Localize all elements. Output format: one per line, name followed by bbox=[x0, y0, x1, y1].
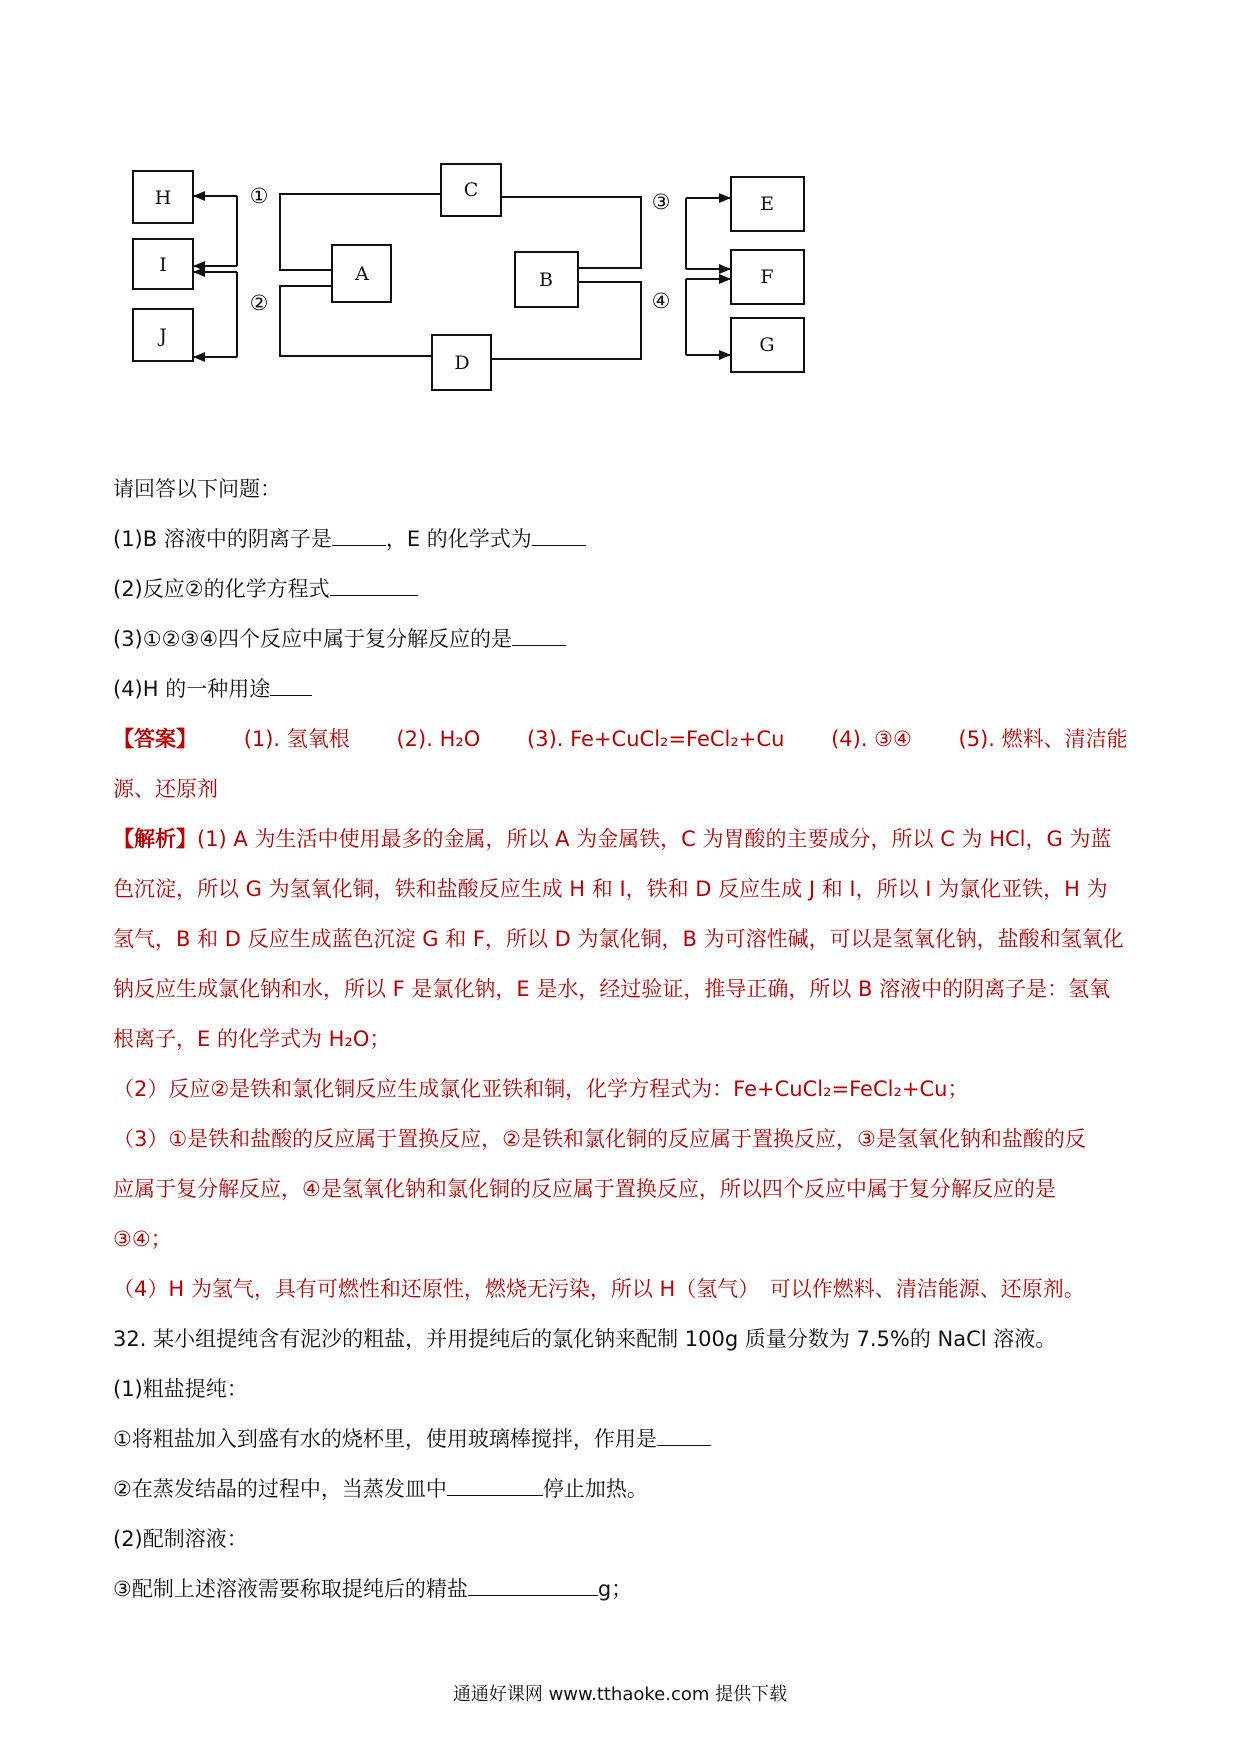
question-1-part-b: ，E 的化学式为 bbox=[385, 527, 532, 551]
label-a: A bbox=[355, 263, 369, 285]
answer-2: (2). H₂O bbox=[396, 727, 481, 751]
label-f: F bbox=[760, 266, 774, 288]
label-j: J bbox=[159, 325, 167, 347]
reaction-number-4: ④ bbox=[651, 289, 671, 313]
reaction1-connector bbox=[280, 194, 441, 270]
question-32-stem: 32. 某小组提纯含有泥沙的粗盐，并用提纯后的氯化钠来配制 100g 质量分数为 7.5%的 NaCl 溶液。 bbox=[113, 1327, 1057, 1351]
question-1-part-a: (1)B 溶液中的阴离子是 bbox=[113, 527, 332, 551]
answer-5-continued: 源、还原剂 bbox=[113, 777, 218, 801]
label-b: B bbox=[539, 269, 553, 291]
answer-1: (1). 氢氧根 bbox=[243, 727, 350, 751]
analysis-line-8: 应属于复分解反应，④是氢氧化钠和氯化铜的反应属于置换反应，所以四个反应中属于复分解反应的是 bbox=[113, 1177, 1056, 1201]
reaction3-connector bbox=[501, 197, 641, 268]
analysis-line-5: 根离子，E 的化学式为 H₂O； bbox=[113, 1027, 391, 1051]
reaction-flow-diagram bbox=[0, 0, 1240, 420]
question-3 bbox=[113, 627, 1143, 651]
blank bbox=[330, 577, 418, 596]
answer-tag: 【答案】 bbox=[113, 727, 197, 751]
page-footer: 通通好课网 www.tthaoke.com 提供下载 bbox=[452, 1684, 788, 1705]
question-32-step-3-text-b: g； bbox=[597, 1577, 633, 1601]
question-32-part-2: (2)配制溶液： bbox=[113, 1527, 248, 1551]
label-c: C bbox=[463, 179, 479, 201]
analysis-line-7: （3）①是铁和盐酸的反应属于置换反应，②是铁和氯化铜的反应属于置换反应，③是氢氧化钠和盐酸的反 bbox=[113, 1127, 1086, 1151]
question-32-step-3 bbox=[113, 1577, 1143, 1601]
question-3-text: (3)①②③④四个反应中属于复分解反应的是 bbox=[113, 627, 513, 651]
blank bbox=[447, 1477, 543, 1496]
answer-3: (3). Fe+CuCl₂=FeCl₂+Cu bbox=[527, 727, 785, 751]
question-32-step-2-text-a: ②在蒸发结晶的过程中，当蒸发皿中 bbox=[113, 1477, 447, 1501]
label-e: E bbox=[760, 193, 774, 215]
question-32-step-3-text-a: ③配制上述溶液需要称取提纯后的精盐 bbox=[113, 1577, 468, 1601]
question-4 bbox=[113, 677, 1143, 701]
analysis-line-2: 色沉淀，所以 G 为氢氧化铜，铁和盐酸反应生成 H 和 I，铁和 D 反应生成 J 和 I，所以 I 为氯化亚铁，H 为 bbox=[113, 877, 1108, 901]
analysis-line-3: 氢气，B 和 D 反应生成蓝色沉淀 G 和 F，所以 D 为氯化铜，B 为可溶性碱，可以是氢氧化钠，盐酸和氢氧化 bbox=[113, 927, 1124, 951]
answer-line bbox=[113, 727, 1143, 751]
blank bbox=[512, 627, 566, 646]
blank bbox=[468, 1577, 598, 1596]
reaction-number-3: ③ bbox=[651, 190, 671, 214]
question-32-step-2-text-b: 停止加热。 bbox=[542, 1477, 648, 1501]
reaction-number-2: ② bbox=[249, 291, 269, 315]
analysis-line-9: ③④； bbox=[113, 1227, 172, 1251]
reaction-number-1: ① bbox=[249, 184, 269, 208]
label-h: H bbox=[154, 187, 172, 209]
analysis-line-10: （4）H 为氢气，具有可燃性和还原性，燃烧无污染，所以 H（氢气） 可以作燃料、清洁能源、还原剂。 bbox=[113, 1277, 1085, 1301]
blank bbox=[332, 527, 386, 546]
analysis-line-1 bbox=[113, 827, 1143, 851]
question-32-step-1 bbox=[113, 1427, 1143, 1451]
reaction2-connector bbox=[280, 286, 432, 356]
intro-text: 请回答以下问题： bbox=[113, 477, 281, 501]
question-32-step-2 bbox=[113, 1477, 1143, 1501]
label-g: G bbox=[759, 334, 775, 356]
analysis-tag: 【解析】 bbox=[113, 827, 197, 851]
label-i: I bbox=[159, 254, 167, 276]
question-32-step-1-text: ①将粗盐加入到盛有水的烧杯里，使用玻璃棒搅拌，作用是 bbox=[113, 1427, 657, 1451]
blank bbox=[270, 677, 312, 696]
blank bbox=[532, 527, 586, 546]
label-d: D bbox=[454, 352, 470, 374]
analysis-line-6: （2）反应②是铁和氯化铜反应生成氯化亚铁和铜，化学方程式为：Fe+CuCl₂=FeCl₂+Cu； bbox=[113, 1077, 969, 1101]
question-1 bbox=[113, 527, 1143, 551]
question-2 bbox=[113, 577, 1143, 601]
analysis-text-1: (1) A 为生活中使用最多的金属，所以 A 为金属铁，C 为胃酸的主要成分，所以 C 为 HCl，G 为蓝 bbox=[197, 827, 1112, 851]
blank bbox=[657, 1427, 711, 1446]
answer-4: (4). ③④ bbox=[831, 727, 912, 751]
analysis-line-4: 钠反应生成氯化钠和水，所以 F 是氯化钠，E 是水，经过验证，推导正确，所以 B 溶液中的阴离子是：氢氧 bbox=[113, 977, 1111, 1001]
reaction4-connector bbox=[491, 282, 641, 359]
question-4-text: (4)H 的一种用途 bbox=[113, 677, 271, 701]
question-2-text: (2)反应②的化学方程式 bbox=[113, 577, 330, 601]
answer-5: (5). 燃料、清洁能 bbox=[958, 727, 1128, 751]
question-32-part-1: (1)粗盐提纯： bbox=[113, 1377, 248, 1401]
